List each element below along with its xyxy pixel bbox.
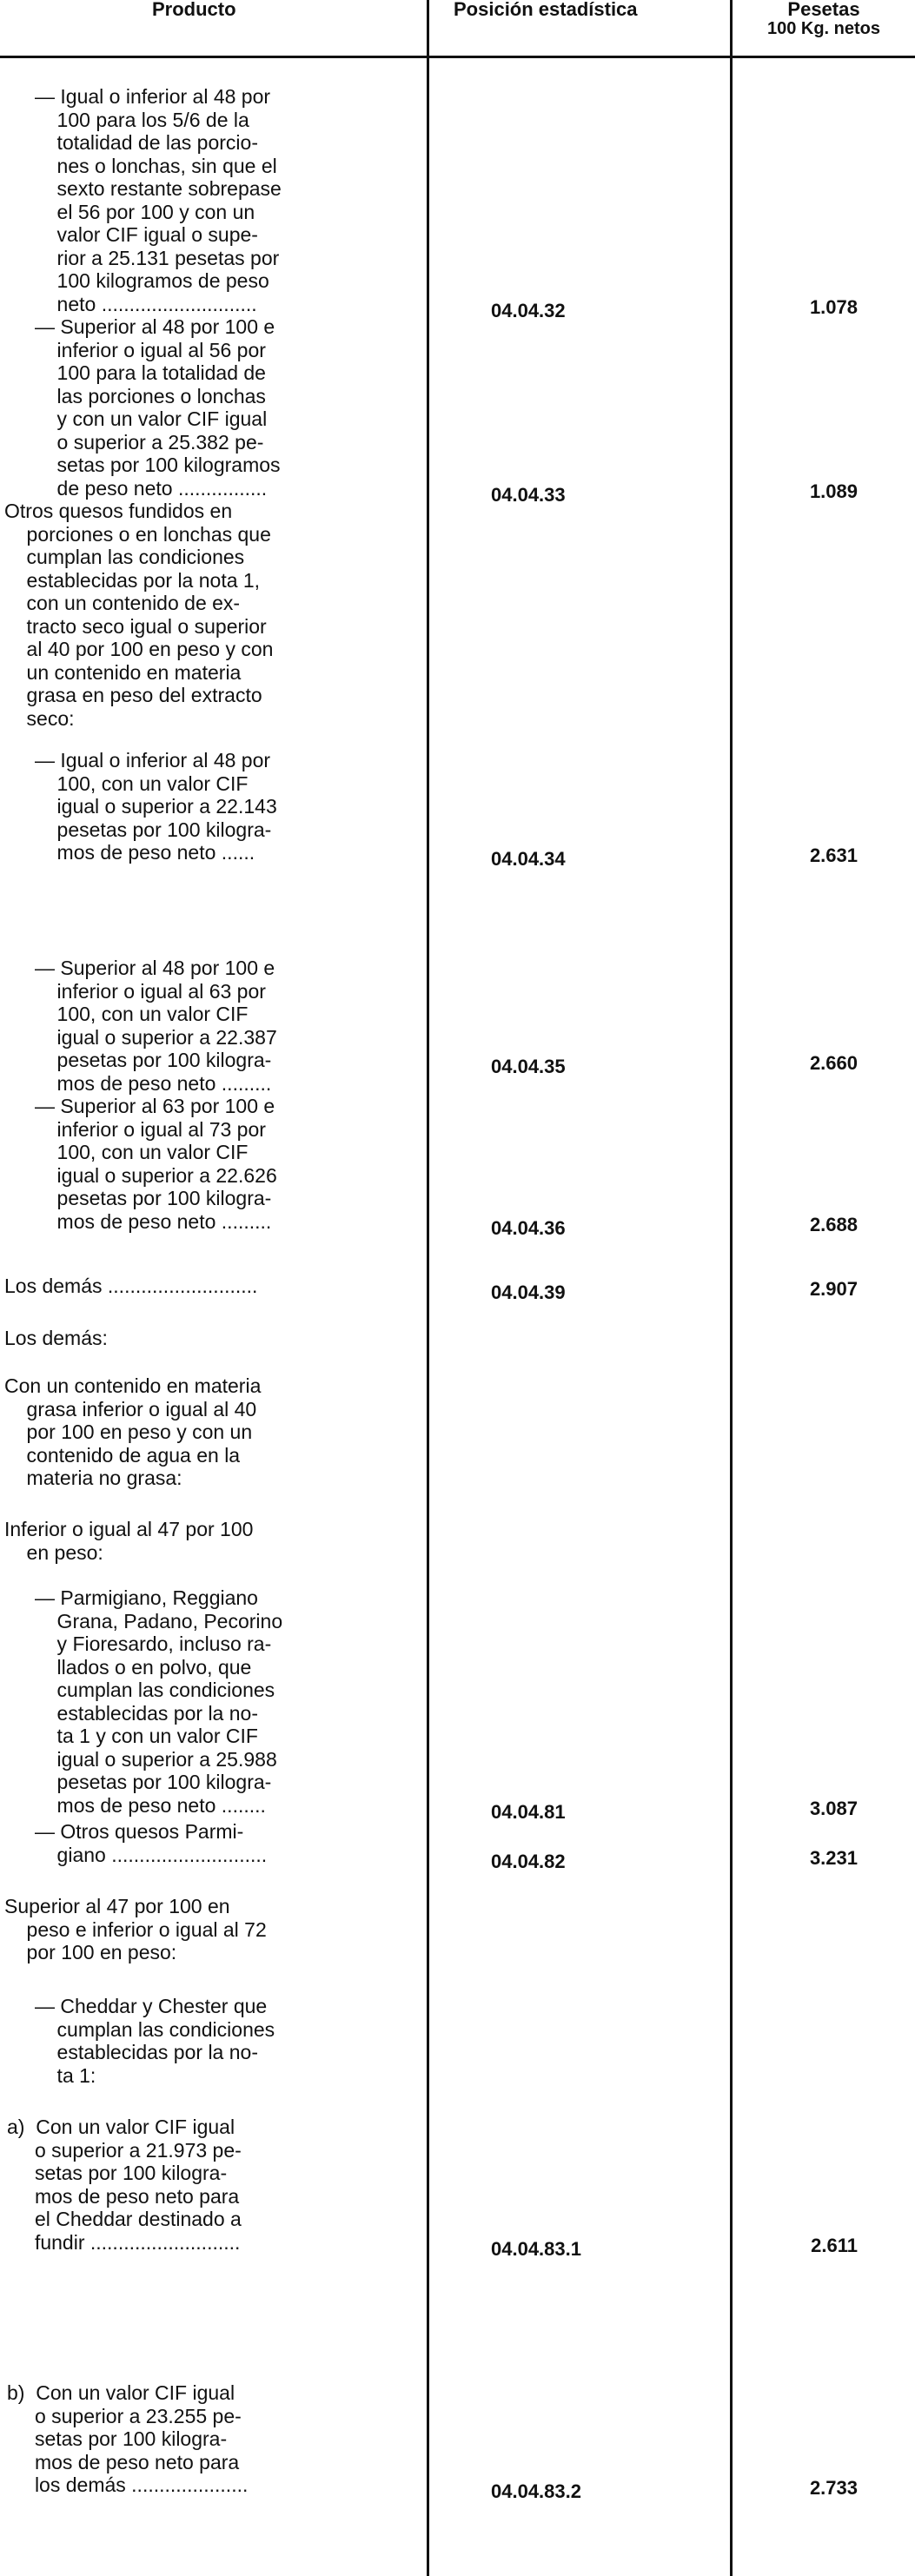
producto-line: giano ............................ [35,1843,268,1866]
producto-cell [7,2381,248,2497]
producto-line: neto ............................ [35,292,257,315]
producto-line: pesetas por 100 kilogra- [35,1771,272,1793]
producto-line: setas por 100 kilogra- [7,2162,228,2184]
producto-line: Superior al 47 por 100 en [4,1895,230,1917]
producto-line: ta 1 y con un valor CIF [35,1725,258,1747]
producto-line: materia no grasa: [4,1467,182,1489]
producto-line: Otros quesos fundidos en [4,500,233,522]
producto-cell [35,1820,267,1866]
producto-line: o superior a 23.255 pe- [7,2404,242,2427]
producto-line: inferior o igual al 63 por [35,979,266,1003]
producto-cell [4,1275,257,1298]
producto-cell [35,315,281,500]
producto-cell [35,85,282,315]
producto-line: establecidas por la nota 1, [4,568,261,592]
producto-line: igual o superior a 22.143 [35,795,277,818]
producto-line: rior a 25.131 pesetas por [35,246,280,269]
producto-line: Inferior o igual al 47 por 100 [4,1518,254,1540]
pesetas-cell: 1.078 [809,295,858,318]
producto-line: y Fioresardo, incluso ra- [35,1632,272,1655]
producto-line: establecidas por la no- [35,2041,258,2063]
pesetas-cell: 2.660 [809,1052,858,1074]
pesetas-cell: 3.231 [809,1846,858,1869]
producto-line: o superior a 21.973 pe- [7,2138,242,2162]
producto-line: grasa inferior o igual al 40 [4,1397,257,1420]
pesetas-cell: 3.087 [809,1797,858,1819]
producto-line: igual o superior a 22.626 [35,1163,277,1187]
posicion-estadistica-cell: 04.04.36 [491,1216,566,1239]
producto-line: fundir ........................... [7,2230,241,2254]
header-pesetas-line1: Pesetas [787,0,860,20]
pesetas-cell: 2.611 [811,2234,858,2256]
producto-cell [7,2116,242,2254]
producto-line: pesetas por 100 kilogra- [35,1187,272,1209]
posicion-estadistica-cell: 04.04.81 [491,1800,566,1823]
producto-line: cumplan las condiciones [4,546,245,568]
producto-line: llados o en polvo, que [35,1655,252,1679]
producto-line: nes o lonchas, sin que el [35,154,277,177]
producto-line: 100, con un valor CIF [35,771,249,795]
producto-line: inferior o igual al 56 por [35,338,266,361]
producto-line: los demás ..................... [7,2473,249,2496]
header-rule-pesetas [733,56,915,58]
producto-line: 100 kilogramos de peso [35,269,269,292]
producto-line: setas por 100 kilogra- [7,2427,228,2450]
producto-line: cumplan las condiciones [35,1679,275,1701]
producto-line: y con un valor CIF igual [35,407,268,430]
producto-cell [35,1586,282,1817]
producto-line: Con un contenido en materia [4,1374,262,1397]
producto-cell [35,1995,275,2087]
producto-line: 100, con un valor CIF [35,1003,249,1025]
producto-line: a) Con un valor CIF igual [7,2116,235,2138]
producto-line: mos de peso neto ......... [35,1209,272,1233]
column-divider-1 [427,0,429,2576]
producto-line: pesetas por 100 kilogra- [35,1049,272,1071]
producto-cell [4,1327,108,1350]
producto-line: por 100 en peso: [4,1941,177,1963]
producto-line: ta 1: [35,2063,96,2087]
producto-line: el Cheddar destinado a [7,2208,242,2230]
producto-cell [4,1895,267,1964]
producto-line: — Superior al 48 por 100 e [35,957,275,979]
producto-line: el 56 por 100 y con un [35,200,255,223]
producto-line: 100 para los 5/6 de la [35,108,249,131]
producto-line: — Igual o inferior al 48 por [35,749,271,771]
header-pesetas [737,0,911,38]
producto-cell [4,500,273,730]
producto-line: — Cheddar y Chester que [35,1995,268,2017]
producto-cell [4,1518,253,1564]
column-divider-2 [730,0,733,2576]
producto-line: — Parmigiano, Reggiano [35,1586,258,1609]
producto-line: Los demás ........................... [4,1275,258,1297]
producto-line: — Igual o inferior al 48 por [35,85,271,108]
producto-line: al 40 por 100 en peso y con [4,638,274,660]
producto-line: b) Con un valor CIF igual [7,2381,235,2404]
producto-line: o superior a 25.382 pe- [35,430,264,454]
producto-line: tracto seco igual o superior [4,614,267,638]
producto-line: totalidad de las porcio- [35,131,258,154]
producto-line: las porciones o lonchas [35,384,266,407]
producto-line: grasa en peso del extracto [4,684,262,706]
producto-line: inferior o igual al 73 por [35,1117,266,1141]
producto-line: — Superior al 48 por 100 e [35,315,275,338]
pesetas-cell: 2.688 [809,1213,858,1235]
posicion-estadistica-cell: 04.04.33 [491,483,566,506]
pesetas-cell: 2.631 [809,844,858,866]
header-posicion: Posición estadística [454,0,638,20]
producto-cell [4,1374,261,1490]
producto-line: porciones o en lonchas que [4,522,271,546]
producto-line: pesetas por 100 kilogra- [35,818,272,841]
header-rule-producto [0,56,427,58]
producto-line: cumplan las condiciones [35,2017,275,2041]
pesetas-cell: 1.089 [809,480,858,502]
posicion-estadistica-cell: 04.04.32 [491,299,566,321]
producto-line: en peso: [4,1540,103,1564]
producto-line: de peso neto ................ [35,476,268,500]
producto-line: igual o superior a 22.387 [35,1025,277,1049]
producto-line: valor CIF igual o supe- [35,223,258,246]
header-rule-posicion [429,56,730,58]
producto-line: mos de peso neto para [7,2450,240,2473]
producto-line: establecidas por la no- [35,1701,258,1725]
producto-cell [35,749,277,864]
posicion-estadistica-cell: 04.04.83.1 [491,2237,581,2260]
posicion-estadistica-cell: 04.04.34 [491,848,566,870]
producto-cell [35,957,277,1095]
producto-line: — Otros quesos Parmi- [35,1820,244,1843]
producto-line: seco: [4,706,75,730]
posicion-estadistica-cell: 04.04.83.2 [491,2480,581,2502]
producto-line: sexto restante sobrepase [35,177,282,200]
pesetas-cell: 2.907 [809,1278,858,1300]
producto-line: Grana, Padano, Pecorino [35,1609,283,1632]
pesetas-cell: 2.733 [809,2477,858,2499]
header-pesetas-line2: 100 Kg. netos [766,19,881,38]
producto-line: igual o superior a 25.988 [35,1747,277,1771]
posicion-estadistica-cell: 04.04.35 [491,1056,566,1077]
producto-line: Los demás: [4,1327,108,1349]
producto-line: por 100 en peso y con un [4,1420,253,1443]
posicion-estadistica-cell: 04.04.82 [491,1850,566,1872]
posicion-estadistica-cell: 04.04.39 [491,1281,566,1303]
producto-line: con un contenido de ex- [4,592,241,614]
producto-line: mos de peso neto ......... [35,1071,272,1095]
producto-line: mos de peso neto ...... [35,841,255,864]
producto-line: — Superior al 63 por 100 e [35,1095,275,1117]
producto-line: contenido de agua en la [4,1443,241,1467]
producto-line: mos de peso neto para [7,2184,240,2208]
producto-line: mos de peso neto ........ [35,1793,266,1817]
header-producto: Producto [152,0,236,20]
producto-line: 100, con un valor CIF [35,1141,249,1163]
producto-line: peso e inferior o igual al 72 [4,1917,267,1941]
producto-line: un contenido en materia [4,660,242,684]
producto-cell [35,1095,277,1233]
producto-line: 100 para la totalidad de [35,361,266,384]
producto-line: setas por 100 kilogramos [35,454,281,476]
